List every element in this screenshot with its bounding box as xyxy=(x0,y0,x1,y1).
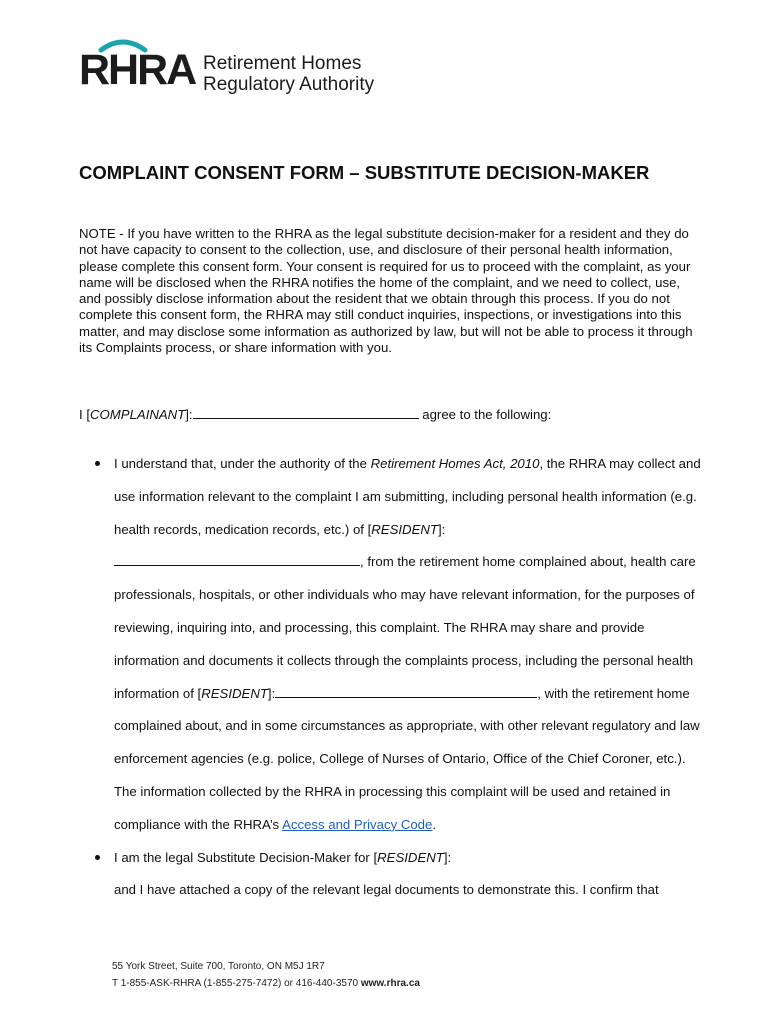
consent-text: ]: xyxy=(437,521,446,537)
footer-website[interactable]: www.rhra.ca xyxy=(360,978,420,989)
consent-text: , the RHRA may collect and use information relevant to the complaint I am submitting, including personal health information (e.g. health records, medication records, etc.) of [ xyxy=(114,456,701,537)
consent-item-2 xyxy=(79,842,704,908)
consent-text: ]: xyxy=(443,849,452,865)
agree-line xyxy=(79,406,699,424)
resident-name-field-1[interactable] xyxy=(114,553,360,566)
consent-text: . xyxy=(432,816,437,832)
logo-wordmark xyxy=(203,53,374,95)
footer-phone: T 1-855-ASK-RHRA (1-855-275-7472) or 416-440-3570 xyxy=(112,978,361,989)
page-title: COMPLAINT CONSENT FORM – SUBSTITUTE DECISION-MAKER xyxy=(79,162,650,183)
bullet-dot-icon xyxy=(95,461,100,466)
consent-list xyxy=(79,448,704,907)
consent-text: I understand that, under the authority of the xyxy=(114,456,371,471)
rhra-logo xyxy=(79,38,379,95)
resident-name-field-2[interactable] xyxy=(275,685,537,698)
logo-letters: RHRA xyxy=(79,46,196,94)
agree-prefix: I [ xyxy=(79,407,90,422)
agree-suffix: agree to the following: xyxy=(418,407,552,422)
bullet-dot-icon xyxy=(95,855,100,860)
resident-label: RESIDENT xyxy=(371,521,438,537)
complainant-name-field[interactable] xyxy=(193,406,419,419)
consent-text: , with the retirement home complained about, and in some circumstances as appropriate, with other relevant regulatory and law enforcement agencies (e.g. police, College of Nurses of Ontario, Office of the Chief Coroner, etc.). The information collected by the RHRA in processing this complaint will be used and retained in compliance with the RHRA’s xyxy=(114,685,700,832)
consent-item-1 xyxy=(79,448,704,842)
consent-text: and I have attached a copy of the relevant legal documents to demonstrate this. I confirm that xyxy=(114,882,659,898)
agree-mid: ]: xyxy=(185,407,193,422)
resident-label: RESIDENT xyxy=(201,685,268,701)
act-name: Retirement Homes Act, 2010 xyxy=(370,456,540,471)
privacy-code-link[interactable]: Access and Privacy Code xyxy=(282,816,433,832)
resident-label: RESIDENT xyxy=(377,849,444,865)
logo-line-2: Regulatory Authority xyxy=(203,74,375,95)
consent-text: I am the legal Substitute Decision-Maker for [ xyxy=(114,849,378,865)
consent-text: , from the retirement home complained about, health care professionals, hospitals, or other individuals who may have relevant information, for the purposes of reviewing, inquiring into, and processing, this complaint. The RHRA may share and provide information and documents it collects through the complaints process, including the personal health information of [ xyxy=(114,554,696,701)
complainant-label: COMPLAINANT xyxy=(90,407,186,422)
logo-line-1: Retirement Homes xyxy=(203,53,362,74)
footer-contact xyxy=(112,975,420,992)
consent-text: ]: xyxy=(267,685,276,701)
note-paragraph: NOTE - If you have written to the RHRA as the legal substitute decision-maker for a resident and they do not have capacity to consent to the collection, use, and disclosure of their personal health information, please complete this consent form. Your consent is required for us to proceed with the complaint, as your name will be disclosed when the RHRA notifies the home of the complaint, and we need to collect, use, and possibly disclose information about the resident that we obtain through this process. If you do not complete this consent form, the RHRA may still conduct inquiries, inspections, or investigations into this matter, and may disclose some information as authorized by law, but will not be able to process it through its Complaints process, or share information with you. xyxy=(79,226,693,356)
page-footer xyxy=(112,958,420,992)
footer-address: 55 York Street, Suite 700, Toronto, ON M5J 1R7 xyxy=(112,961,325,972)
